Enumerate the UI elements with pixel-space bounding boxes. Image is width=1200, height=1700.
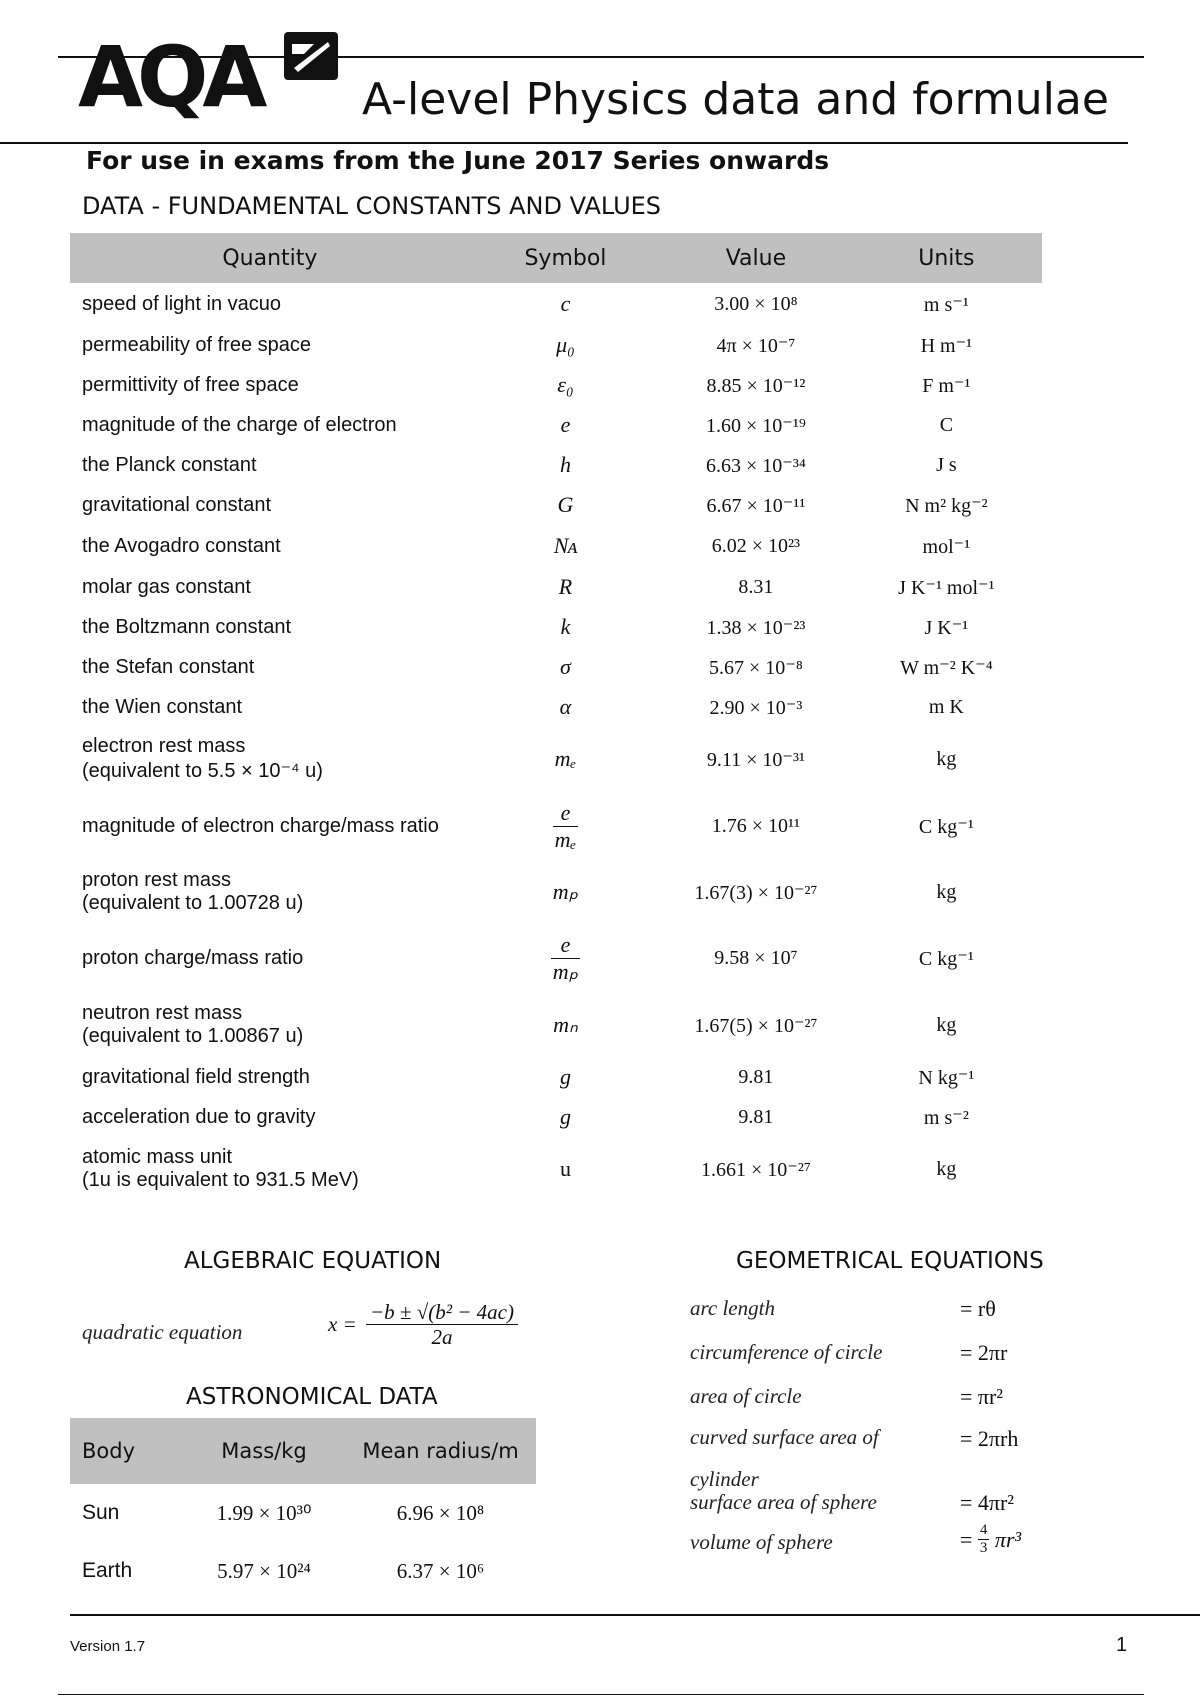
value-cell: 9.11 × 10⁻³¹ <box>706 748 805 771</box>
astronomical-table <box>70 1418 536 1600</box>
symbol-cell: G <box>557 492 574 517</box>
value-cell: 4π × 10⁻⁷ <box>716 334 796 357</box>
quantity-label: neutron rest mass <box>82 1002 243 1024</box>
formula-suffix: πr³ <box>994 1526 1022 1552</box>
units-cell: C kg⁻¹ <box>918 815 974 838</box>
symbol-cell: ε₀ <box>557 372 574 397</box>
document-subtitle: For use in exams from the June 2017 Series onwards <box>86 146 830 175</box>
geometric-label: arc length <box>690 1296 775 1320</box>
value-cell: 9.81 <box>738 1065 774 1088</box>
geometric-label: curved surface area of cylinder <box>690 1425 879 1491</box>
value-cell: 6.63 × 10⁻³⁴ <box>706 454 806 477</box>
quantity-cell: gravitational constant <box>82 493 272 516</box>
table-row <box>70 923 1042 993</box>
units-cell: F m⁻¹ <box>922 374 971 397</box>
quantity-cell: molar gas constant <box>82 575 251 598</box>
quantity-cell: proton charge/mass ratio <box>82 946 304 969</box>
document-title: A-level Physics data and formulae <box>362 74 1109 125</box>
quantity-cell: gravitational field strength <box>82 1065 310 1088</box>
symbol-cell: mₑ <box>554 746 577 771</box>
quantity-cell: acceleration due to gravity <box>82 1105 316 1128</box>
logo-leaf-icon <box>280 28 342 84</box>
geometric-formula <box>960 1522 1021 1558</box>
quantity-label: electron rest mass <box>82 735 246 757</box>
units-cell: J s <box>936 453 957 476</box>
table-row <box>70 791 1042 861</box>
value-cell: 1.661 × 10⁻²⁷ <box>701 1158 811 1181</box>
units-cell: kg <box>936 1157 957 1180</box>
quantity-cell: permittivity of free space <box>82 373 299 396</box>
footer-bottom-rule <box>58 1694 1144 1695</box>
symbol-cell: α <box>559 694 572 719</box>
value-cell: 8.31 <box>738 575 774 598</box>
value-cell: 6.02 × 10²³ <box>711 534 801 557</box>
symbol-cell: μ₀ <box>556 332 575 357</box>
charge-mass-fraction <box>553 800 579 852</box>
header-bottom-rule <box>0 142 1128 144</box>
symbol-cell: σ <box>560 654 571 679</box>
astronomical-heading: ASTRONOMICAL DATA <box>186 1384 438 1410</box>
symbol-cell: mₙ <box>553 1012 578 1037</box>
symbol-cell: g <box>559 1104 571 1129</box>
table-row <box>70 525 1042 567</box>
geometric-label: volume of sphere <box>690 1530 833 1554</box>
volume-fraction <box>978 1522 990 1558</box>
table-row <box>70 283 1042 325</box>
units-cell: W m⁻² K⁻⁴ <box>900 656 993 679</box>
quantity-cell: the Avogadro constant <box>82 534 281 557</box>
body-cell: Earth <box>82 1559 133 1582</box>
astronomical-header-row <box>70 1418 536 1484</box>
column-header-units: Units <box>851 233 1042 283</box>
column-header-symbol: Symbol <box>470 233 661 283</box>
value-cell: 1.60 × 10⁻¹⁹ <box>706 414 806 437</box>
units-cell: mol⁻¹ <box>922 535 971 558</box>
units-cell: m s⁻² <box>923 1106 969 1129</box>
fraction-numerator: 4 <box>978 1522 990 1540</box>
constants-table <box>70 233 1042 1201</box>
symbol-cell: g <box>559 1064 571 1089</box>
aqa-logo <box>78 28 262 126</box>
units-cell: N kg⁻¹ <box>918 1066 975 1089</box>
value-cell: 1.38 × 10⁻²³ <box>706 616 806 639</box>
formula-equals: = <box>960 1526 973 1552</box>
quantity-note: (equivalent to 1.00867 u) <box>82 1025 304 1047</box>
quantity-cell: permeability of free space <box>82 333 312 356</box>
fraction-numerator: e <box>553 800 579 826</box>
value-cell: 8.85 × 10⁻¹² <box>706 374 806 397</box>
quadratic-label: quadratic equation <box>82 1320 243 1344</box>
charge-mass-fraction <box>551 932 580 984</box>
units-cell: J K⁻¹ mol⁻¹ <box>898 576 995 599</box>
fraction-denominator: 3 <box>979 1540 988 1557</box>
footer-top-rule <box>70 1614 1200 1616</box>
symbol-cell: u <box>559 1156 571 1181</box>
quadratic-fraction <box>366 1300 518 1349</box>
version-label: Version 1.7 <box>70 1638 146 1655</box>
geometric-formula: = 4πr² <box>960 1490 1014 1515</box>
quantity-note: (equivalent to 1.00728 u) <box>82 892 304 914</box>
units-cell: C kg⁻¹ <box>918 947 974 970</box>
symbol-cell: R <box>558 574 573 599</box>
table-row <box>70 567 1042 607</box>
table-row <box>70 365 1042 405</box>
value-cell: 9.81 <box>738 1105 774 1128</box>
symbol-cell: mₚ <box>552 879 579 904</box>
table-row <box>70 861 1042 923</box>
algebraic-heading: ALGEBRAIC EQUATION <box>184 1248 442 1274</box>
value-cell: 2.90 × 10⁻³ <box>709 696 803 719</box>
body-cell: Sun <box>82 1501 120 1524</box>
value-cell: 6.67 × 10⁻¹¹ <box>706 494 806 517</box>
table-row <box>70 445 1042 485</box>
page-number: 1 <box>1116 1634 1128 1656</box>
table-row <box>70 1542 536 1600</box>
units-cell: m K <box>928 695 964 718</box>
symbol-cell <box>470 923 661 993</box>
column-header-quantity: Quantity <box>70 233 470 283</box>
quantity-note: (1u is equivalent to 931.5 MeV) <box>82 1169 359 1191</box>
value-cell: 3.00 × 10⁸ <box>714 292 798 315</box>
quantity-cell <box>70 993 470 1057</box>
units-cell: J K⁻¹ <box>924 616 969 639</box>
quadratic-formula <box>328 1300 518 1349</box>
fraction-numerator: e <box>551 932 580 958</box>
mass-cell: 1.99 × 10³⁰ <box>216 1500 312 1525</box>
symbol-cell <box>470 791 661 861</box>
table-row <box>70 1097 1042 1137</box>
data-section-heading: DATA - FUNDAMENTAL CONSTANTS AND VALUES <box>82 192 662 220</box>
table-row <box>70 993 1042 1057</box>
table-row <box>70 727 1042 791</box>
geometric-label: area of circle <box>690 1384 802 1408</box>
quantity-note: (equivalent to 5.5 × 10⁻⁴ u) <box>82 760 323 782</box>
units-cell: kg <box>936 747 957 770</box>
units-cell: m s⁻¹ <box>923 293 969 316</box>
value-cell: 9.58 × 10⁷ <box>714 946 798 969</box>
table-row <box>70 325 1042 365</box>
quantity-cell: speed of light in vacuo <box>82 292 282 315</box>
table-row <box>70 647 1042 687</box>
table-row <box>70 1057 1042 1097</box>
geometric-formula: = 2πrh <box>960 1426 1019 1451</box>
constants-header-row <box>70 233 1042 283</box>
quantity-cell <box>70 861 470 923</box>
mass-cell: 5.97 × 10²⁴ <box>217 1558 311 1583</box>
formula-lhs: x = <box>328 1312 357 1337</box>
column-header-radius: Mean radius/m <box>345 1418 536 1484</box>
units-cell: kg <box>936 1013 957 1036</box>
quantity-cell: the Wien constant <box>82 695 243 718</box>
table-row <box>70 405 1042 445</box>
radius-cell: 6.37 × 10⁶ <box>396 1558 485 1583</box>
table-row <box>70 1484 536 1542</box>
quantity-cell: the Stefan constant <box>82 655 255 678</box>
quantity-cell: the Planck constant <box>82 453 257 476</box>
column-header-mass: Mass/kg <box>183 1418 345 1484</box>
units-cell: N m² kg⁻² <box>905 494 988 517</box>
geometric-formula: = πr² <box>960 1384 1003 1409</box>
symbol-cell: e <box>560 412 571 437</box>
symbol-cell: h <box>559 452 571 477</box>
fraction-denominator: mₑ <box>554 826 577 852</box>
symbol-cell: c <box>560 291 571 316</box>
fraction-denominator: 2a <box>431 1325 453 1350</box>
geometric-label: surface area of sphere <box>690 1490 877 1514</box>
geometric-label: circumference of circle <box>690 1340 883 1364</box>
quantity-label: atomic mass unit <box>82 1146 233 1168</box>
radius-cell: 6.96 × 10⁸ <box>396 1500 485 1525</box>
quantity-label: proton rest mass <box>82 869 231 891</box>
table-row <box>70 485 1042 525</box>
column-header-body: Body <box>70 1418 183 1484</box>
quantity-cell: magnitude of electron charge/mass ratio <box>82 814 439 837</box>
value-cell: 1.67(3) × 10⁻²⁷ <box>694 881 818 904</box>
logo-text: AQA <box>78 28 262 126</box>
column-header-value: Value <box>661 233 851 283</box>
quantity-cell <box>70 1137 470 1201</box>
fraction-denominator: mₚ <box>552 958 579 984</box>
value-cell: 1.67(5) × 10⁻²⁷ <box>694 1014 818 1037</box>
geometric-formula: = rθ <box>960 1296 996 1321</box>
table-row <box>70 1137 1042 1201</box>
quantity-cell: magnitude of the charge of electron <box>82 413 397 436</box>
quantity-cell: the Boltzmann constant <box>82 615 292 638</box>
symbol-cell: Nᴀ <box>553 533 578 558</box>
geometric-formula: = 2πr <box>960 1340 1008 1365</box>
value-cell: 1.76 × 10¹¹ <box>711 814 801 837</box>
geometrical-heading: GEOMETRICAL EQUATIONS <box>736 1248 1044 1274</box>
table-row <box>70 607 1042 647</box>
table-row <box>70 687 1042 727</box>
fraction-numerator: −b ± √(b² − 4ac) <box>366 1300 518 1325</box>
units-cell: C <box>939 413 954 436</box>
symbol-cell: k <box>560 614 571 639</box>
units-cell: kg <box>936 880 957 903</box>
value-cell: 5.67 × 10⁻⁸ <box>709 656 803 679</box>
units-cell: H m⁻¹ <box>920 334 973 357</box>
quantity-cell <box>70 727 470 791</box>
